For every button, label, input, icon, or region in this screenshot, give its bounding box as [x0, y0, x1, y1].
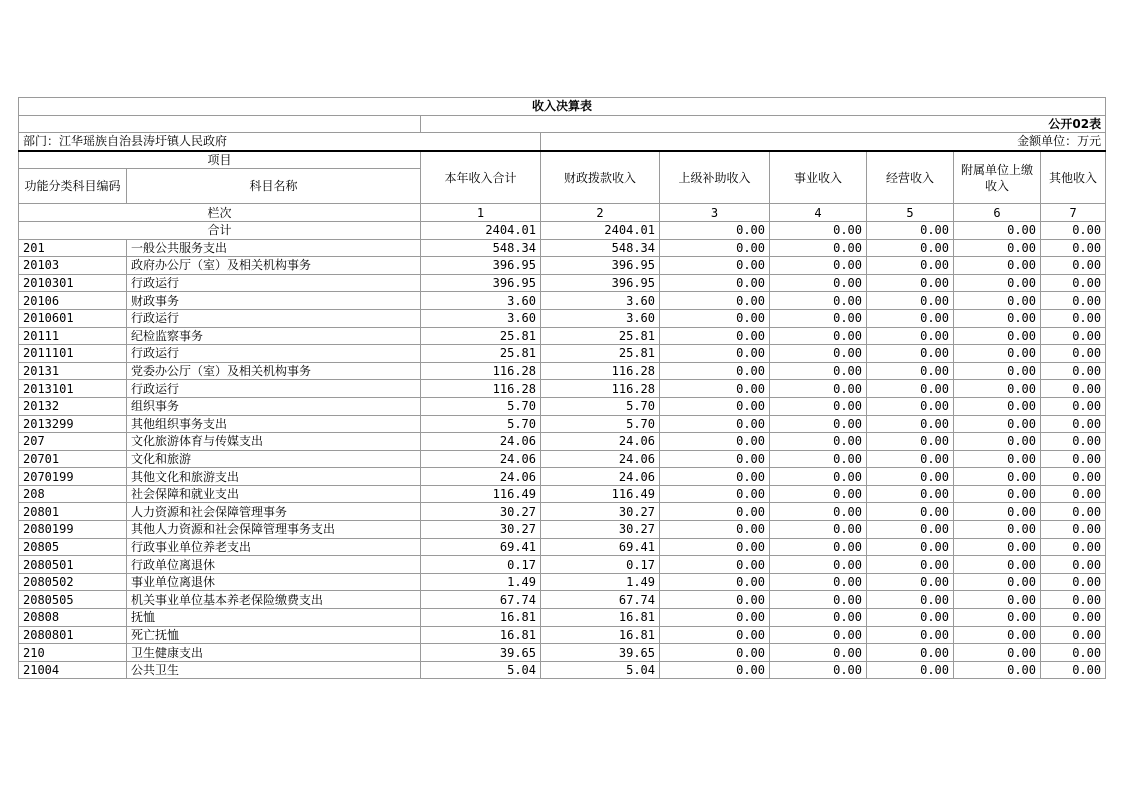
row-value: 25.81 — [541, 345, 660, 363]
row-name: 机关事业单位基本养老保险缴费支出 — [127, 591, 421, 609]
row-value: 0.00 — [867, 327, 954, 345]
row-value: 0.00 — [867, 538, 954, 556]
row-code: 208 — [19, 485, 127, 503]
row-value: 0.00 — [867, 644, 954, 662]
row-value: 0.00 — [954, 521, 1041, 539]
row-value: 30.27 — [541, 503, 660, 521]
row-value: 0.00 — [660, 556, 770, 574]
row-value: 0.00 — [660, 521, 770, 539]
row-value: 1.49 — [541, 573, 660, 591]
row-value: 0.00 — [770, 503, 867, 521]
row-value: 0.00 — [954, 415, 1041, 433]
row-name: 其他人力资源和社会保障管理事务支出 — [127, 521, 421, 539]
row-value: 0.00 — [954, 397, 1041, 415]
col-index: 6 — [954, 204, 1041, 222]
row-value: 0.00 — [1041, 257, 1106, 275]
row-value: 0.00 — [1041, 503, 1106, 521]
item-header: 项目 — [19, 151, 421, 169]
row-value: 0.00 — [770, 521, 867, 539]
row-value: 116.49 — [541, 485, 660, 503]
row-value: 0.00 — [660, 257, 770, 275]
row-value: 0.00 — [660, 327, 770, 345]
row-code: 2070199 — [19, 468, 127, 486]
table-row — [19, 644, 1106, 662]
table-row — [19, 485, 1106, 503]
column-index-label: 栏次 — [19, 204, 421, 222]
row-value: 548.34 — [541, 239, 660, 257]
row-value: 0.00 — [660, 485, 770, 503]
row-code: 2013299 — [19, 415, 127, 433]
row-value: 0.00 — [1041, 239, 1106, 257]
row-name: 财政事务 — [127, 292, 421, 310]
row-value: 0.00 — [660, 661, 770, 679]
row-value: 0.00 — [1041, 468, 1106, 486]
fiscal-header: 财政拨款收入 — [541, 151, 660, 204]
row-value: 30.27 — [541, 521, 660, 539]
col-index: 2 — [541, 204, 660, 222]
row-value: 69.41 — [421, 538, 541, 556]
row-name: 行政事业单位养老支出 — [127, 538, 421, 556]
table-row — [19, 362, 1106, 380]
unit-label: 金额单位：万元 — [541, 133, 1106, 151]
table-row — [19, 292, 1106, 310]
row-value: 0.00 — [660, 362, 770, 380]
row-code: 20103 — [19, 257, 127, 275]
row-value: 0.00 — [770, 556, 867, 574]
row-value: 0.00 — [1041, 626, 1106, 644]
row-value: 0.00 — [867, 239, 954, 257]
row-value: 69.41 — [541, 538, 660, 556]
row-value: 0.00 — [770, 345, 867, 363]
row-name: 公共卫生 — [127, 661, 421, 679]
row-code: 21004 — [19, 661, 127, 679]
operation-header: 经营收入 — [867, 151, 954, 204]
row-value: 0.00 — [770, 274, 867, 292]
row-value: 0.00 — [1041, 345, 1106, 363]
row-value: 0.00 — [1041, 661, 1106, 679]
row-name: 卫生健康支出 — [127, 644, 421, 662]
row-value: 30.27 — [421, 503, 541, 521]
row-value: 0.00 — [770, 626, 867, 644]
table-row — [19, 433, 1106, 451]
meta-row — [19, 133, 1106, 151]
table-row — [19, 327, 1106, 345]
row-value: 0.00 — [770, 362, 867, 380]
table-row — [19, 274, 1106, 292]
row-name: 行政单位离退休 — [127, 556, 421, 574]
row-value: 3.60 — [541, 309, 660, 327]
row-value: 0.00 — [770, 397, 867, 415]
row-value: 0.00 — [1041, 274, 1106, 292]
row-value: 0.00 — [1041, 556, 1106, 574]
table-row — [19, 661, 1106, 679]
row-value: 0.00 — [867, 380, 954, 398]
header-row-1 — [19, 151, 1106, 169]
row-value: 16.81 — [421, 626, 541, 644]
row-name: 党委办公厅（室）及相关机构事务 — [127, 362, 421, 380]
row-value: 24.06 — [541, 468, 660, 486]
row-value: 24.06 — [421, 450, 541, 468]
row-code: 2011101 — [19, 345, 127, 363]
row-value: 0.00 — [660, 397, 770, 415]
row-code: 20111 — [19, 327, 127, 345]
row-value: 0.00 — [954, 538, 1041, 556]
row-value: 0.00 — [1041, 327, 1106, 345]
row-value: 0.00 — [660, 380, 770, 398]
total-value: 2404.01 — [421, 221, 541, 239]
row-value: 0.00 — [954, 556, 1041, 574]
table-body — [19, 98, 1106, 679]
row-value: 0.00 — [1041, 415, 1106, 433]
row-value: 0.00 — [954, 644, 1041, 662]
row-code: 2080801 — [19, 626, 127, 644]
row-value: 25.81 — [541, 327, 660, 345]
row-value: 0.00 — [770, 661, 867, 679]
total-row — [19, 221, 1106, 239]
table-row — [19, 609, 1106, 627]
row-value: 0.00 — [954, 309, 1041, 327]
row-value: 0.00 — [660, 433, 770, 451]
row-value: 24.06 — [541, 433, 660, 451]
row-value: 0.00 — [867, 362, 954, 380]
row-value: 0.00 — [660, 239, 770, 257]
total-value: 2404.01 — [541, 221, 660, 239]
row-value: 0.00 — [954, 661, 1041, 679]
row-value: 0.00 — [770, 257, 867, 275]
row-value: 30.27 — [421, 521, 541, 539]
row-value: 0.00 — [867, 257, 954, 275]
row-code: 210 — [19, 644, 127, 662]
table-row — [19, 257, 1106, 275]
row-value: 0.00 — [660, 609, 770, 627]
row-value: 0.00 — [660, 538, 770, 556]
row-value: 0.00 — [867, 485, 954, 503]
row-value: 0.00 — [660, 274, 770, 292]
row-value: 16.81 — [541, 626, 660, 644]
row-value: 0.00 — [954, 327, 1041, 345]
table-row — [19, 573, 1106, 591]
row-name: 其他组织事务支出 — [127, 415, 421, 433]
row-name: 人力资源和社会保障管理事务 — [127, 503, 421, 521]
row-value: 67.74 — [421, 591, 541, 609]
row-value: 0.00 — [770, 609, 867, 627]
other-header: 其他收入 — [1041, 151, 1106, 204]
row-value: 0.00 — [954, 380, 1041, 398]
row-value: 0.00 — [1041, 309, 1106, 327]
row-value: 39.65 — [541, 644, 660, 662]
row-value: 0.00 — [770, 485, 867, 503]
row-value: 0.00 — [954, 485, 1041, 503]
row-value: 16.81 — [421, 609, 541, 627]
row-code: 20808 — [19, 609, 127, 627]
row-code: 201 — [19, 239, 127, 257]
affiliate-header: 附属单位上缴收入 — [954, 151, 1041, 204]
row-value: 0.00 — [867, 415, 954, 433]
row-value: 116.28 — [421, 362, 541, 380]
row-name: 抚恤 — [127, 609, 421, 627]
row-value: 0.00 — [1041, 644, 1106, 662]
row-value: 0.00 — [954, 433, 1041, 451]
table-row — [19, 521, 1106, 539]
row-value: 0.00 — [1041, 380, 1106, 398]
col-index: 4 — [770, 204, 867, 222]
row-value: 0.00 — [660, 503, 770, 521]
row-value: 0.00 — [954, 239, 1041, 257]
table-row — [19, 626, 1106, 644]
func-code-header: 功能分类科目编码 — [19, 169, 127, 204]
row-value: 0.00 — [1041, 485, 1106, 503]
business-header: 事业收入 — [770, 151, 867, 204]
table-row — [19, 591, 1106, 609]
row-name: 其他文化和旅游支出 — [127, 468, 421, 486]
row-value: 0.00 — [660, 292, 770, 310]
row-name: 行政运行 — [127, 309, 421, 327]
row-value: 0.00 — [867, 503, 954, 521]
row-value: 0.00 — [954, 257, 1041, 275]
row-value: 0.00 — [867, 556, 954, 574]
department-label: 部门：江华瑶族自治县涛圩镇人民政府 — [19, 133, 541, 151]
table-row — [19, 309, 1106, 327]
row-value: 5.70 — [421, 415, 541, 433]
income-statement-table — [18, 97, 1106, 679]
table-row — [19, 538, 1106, 556]
row-value: 0.00 — [954, 345, 1041, 363]
row-value: 0.00 — [954, 362, 1041, 380]
row-value: 0.00 — [660, 415, 770, 433]
row-name: 行政运行 — [127, 380, 421, 398]
table-row — [19, 450, 1106, 468]
row-name: 行政运行 — [127, 274, 421, 292]
row-value: 0.00 — [660, 644, 770, 662]
row-code: 2013101 — [19, 380, 127, 398]
row-name: 行政运行 — [127, 345, 421, 363]
row-value: 0.00 — [954, 274, 1041, 292]
row-value: 0.00 — [770, 292, 867, 310]
row-value: 0.00 — [1041, 573, 1106, 591]
row-value: 5.04 — [541, 661, 660, 679]
row-value: 0.00 — [954, 468, 1041, 486]
upper-header: 上级补助收入 — [660, 151, 770, 204]
row-name: 社会保障和就业支出 — [127, 485, 421, 503]
row-value: 0.00 — [1041, 538, 1106, 556]
row-code: 2080501 — [19, 556, 127, 574]
row-value: 0.00 — [770, 538, 867, 556]
row-value: 0.00 — [954, 503, 1041, 521]
row-value: 0.00 — [867, 591, 954, 609]
title-row — [19, 98, 1106, 116]
table-row — [19, 397, 1106, 415]
row-code: 20106 — [19, 292, 127, 310]
row-value: 3.60 — [421, 292, 541, 310]
table-title: 收入决算表 — [19, 98, 1106, 116]
row-value: 0.00 — [867, 468, 954, 486]
row-value: 0.00 — [770, 327, 867, 345]
row-value: 0.00 — [660, 450, 770, 468]
row-value: 0.00 — [770, 239, 867, 257]
row-value: 396.95 — [541, 274, 660, 292]
row-value: 0.00 — [770, 433, 867, 451]
table-row — [19, 345, 1106, 363]
row-value: 0.00 — [660, 626, 770, 644]
row-value: 0.00 — [1041, 450, 1106, 468]
row-code: 20801 — [19, 503, 127, 521]
total-label: 合计 — [19, 221, 421, 239]
row-code: 2080199 — [19, 521, 127, 539]
row-value: 0.00 — [1041, 397, 1106, 415]
row-value: 3.60 — [421, 309, 541, 327]
row-value: 5.70 — [421, 397, 541, 415]
row-value: 0.00 — [770, 468, 867, 486]
row-value: 0.17 — [541, 556, 660, 574]
row-code: 20132 — [19, 397, 127, 415]
col-index: 1 — [421, 204, 541, 222]
total-header: 本年收入合计 — [421, 151, 541, 204]
row-value: 116.28 — [541, 380, 660, 398]
row-value: 25.81 — [421, 345, 541, 363]
row-value: 396.95 — [421, 257, 541, 275]
row-value: 39.65 — [421, 644, 541, 662]
row-value: 0.00 — [1041, 362, 1106, 380]
row-value: 0.00 — [867, 521, 954, 539]
row-value: 0.00 — [954, 609, 1041, 627]
table-row — [19, 380, 1106, 398]
row-value: 1.49 — [421, 573, 541, 591]
row-code: 2080502 — [19, 573, 127, 591]
row-value: 0.00 — [1041, 521, 1106, 539]
row-value: 116.28 — [421, 380, 541, 398]
subject-name-header: 科目名称 — [127, 169, 421, 204]
total-value: 0.00 — [954, 221, 1041, 239]
total-value: 0.00 — [867, 221, 954, 239]
row-code: 2010301 — [19, 274, 127, 292]
row-value: 0.00 — [660, 468, 770, 486]
row-value: 0.00 — [770, 644, 867, 662]
row-value: 5.04 — [421, 661, 541, 679]
row-value: 25.81 — [421, 327, 541, 345]
row-value: 0.00 — [867, 345, 954, 363]
row-value: 3.60 — [541, 292, 660, 310]
row-value: 0.00 — [1041, 292, 1106, 310]
total-value: 0.00 — [770, 221, 867, 239]
row-value: 0.00 — [660, 573, 770, 591]
row-value: 0.00 — [867, 450, 954, 468]
row-value: 0.00 — [867, 292, 954, 310]
row-value: 0.00 — [1041, 609, 1106, 627]
row-value: 0.17 — [421, 556, 541, 574]
row-value: 0.00 — [1041, 591, 1106, 609]
table-row — [19, 239, 1106, 257]
col-index: 5 — [867, 204, 954, 222]
row-name: 事业单位离退休 — [127, 573, 421, 591]
row-value: 0.00 — [660, 345, 770, 363]
row-name: 文化和旅游 — [127, 450, 421, 468]
row-value: 0.00 — [770, 309, 867, 327]
total-value: 0.00 — [660, 221, 770, 239]
col-index: 7 — [1041, 204, 1106, 222]
row-value: 24.06 — [421, 468, 541, 486]
row-value: 0.00 — [867, 274, 954, 292]
row-value: 5.70 — [541, 415, 660, 433]
row-value: 5.70 — [541, 397, 660, 415]
col-index: 3 — [660, 204, 770, 222]
row-value: 0.00 — [867, 626, 954, 644]
row-code: 20131 — [19, 362, 127, 380]
row-code: 207 — [19, 433, 127, 451]
row-value: 0.00 — [954, 626, 1041, 644]
row-name: 政府办公厅（室）及相关机构事务 — [127, 257, 421, 275]
row-code: 20701 — [19, 450, 127, 468]
row-value: 0.00 — [867, 309, 954, 327]
row-value: 0.00 — [660, 309, 770, 327]
table-row — [19, 556, 1106, 574]
row-name: 组织事务 — [127, 397, 421, 415]
row-value: 24.06 — [541, 450, 660, 468]
row-value: 0.00 — [770, 573, 867, 591]
table-row — [19, 468, 1106, 486]
row-name: 纪检监察事务 — [127, 327, 421, 345]
table-row — [19, 415, 1106, 433]
row-code: 20805 — [19, 538, 127, 556]
row-value: 0.00 — [867, 397, 954, 415]
row-value: 0.00 — [954, 292, 1041, 310]
row-value: 0.00 — [867, 573, 954, 591]
total-value: 0.00 — [1041, 221, 1106, 239]
blank-cell — [19, 115, 421, 133]
row-value: 0.00 — [954, 573, 1041, 591]
table-row — [19, 503, 1106, 521]
row-code: 2010601 — [19, 309, 127, 327]
row-value: 116.28 — [541, 362, 660, 380]
table-code: 公开02表 — [421, 115, 1106, 133]
row-value: 0.00 — [660, 591, 770, 609]
row-value: 0.00 — [954, 591, 1041, 609]
row-value: 16.81 — [541, 609, 660, 627]
table-code-row — [19, 115, 1106, 133]
row-value: 0.00 — [1041, 433, 1106, 451]
row-value: 0.00 — [770, 380, 867, 398]
row-value: 0.00 — [867, 433, 954, 451]
column-index-row — [19, 204, 1106, 222]
row-value: 24.06 — [421, 433, 541, 451]
row-value: 116.49 — [421, 485, 541, 503]
row-value: 0.00 — [954, 450, 1041, 468]
row-value: 396.95 — [421, 274, 541, 292]
row-value: 0.00 — [770, 450, 867, 468]
row-name: 死亡抚恤 — [127, 626, 421, 644]
row-value: 0.00 — [770, 591, 867, 609]
row-value: 396.95 — [541, 257, 660, 275]
row-value: 0.00 — [867, 661, 954, 679]
row-value: 548.34 — [421, 239, 541, 257]
row-value: 67.74 — [541, 591, 660, 609]
row-name: 一般公共服务支出 — [127, 239, 421, 257]
row-value: 0.00 — [867, 609, 954, 627]
row-name: 文化旅游体育与传媒支出 — [127, 433, 421, 451]
row-code: 2080505 — [19, 591, 127, 609]
row-value: 0.00 — [770, 415, 867, 433]
